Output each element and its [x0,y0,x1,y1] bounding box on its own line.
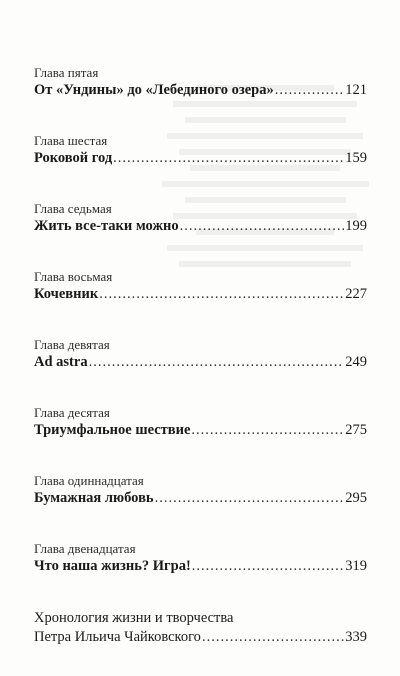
chapter-number: Глава пятая [34,65,99,80]
toc-title-row [34,81,367,100]
toc-entry [34,541,367,609]
toc-title-row [34,353,367,372]
toc-title-row [34,217,367,236]
chapter-number: Глава седьмая [34,201,112,216]
chronology-title-line1: Хронология жизни и творчества [34,610,234,626]
dot-leader [113,149,344,168]
chapter-title: Бумажная любовь [34,490,154,506]
dot-leader [99,285,344,304]
chapter-title: Кочевник [34,286,99,302]
toc-title-row [34,285,367,304]
toc-title-row [34,149,367,168]
toc-title-row [34,421,367,440]
chapter-number: Глава двенадцатая [34,541,136,556]
chapter-title: Роковой год [34,150,113,166]
toc-entry [34,405,367,473]
page-number: 339 [345,629,367,645]
page-number: 249 [345,354,367,370]
dot-leader [155,489,345,508]
toc-entry [34,201,367,269]
chapter-number: Глава восьмая [34,269,113,284]
page-number: 199 [345,218,367,234]
toc-entry [34,133,367,201]
chapter-title: От «Ундины» до «Лебединого озера» [34,82,274,98]
page-number: 227 [345,286,367,302]
toc-title-row [34,489,367,508]
page-number: 319 [345,558,367,574]
dot-leader [180,217,345,236]
chapter-title: Ad astra [34,354,88,370]
chronology-line-1 [34,609,367,628]
chapter-title: Жить все-таки можно [34,218,179,234]
chronology-line-2 [34,628,367,647]
chapter-number: Глава одиннадцатая [34,473,144,488]
chronology-title-line2: Петра Ильича Чайковского [34,629,201,645]
toc-entry-chronology [34,609,367,661]
chapter-title: Триумфальное шествие [34,422,191,438]
table-of-contents [34,65,367,661]
chapter-number: Глава девятая [34,337,110,352]
chapter-number: Глава десятая [34,405,110,420]
toc-entry [34,473,367,541]
dot-leader [89,353,345,372]
dot-leader [275,81,345,100]
toc-title-row [34,557,367,576]
toc-entry [34,337,367,405]
toc-entry [34,65,367,133]
chapter-title: Что наша жизнь? Игра! [34,558,191,574]
dot-leader [202,628,344,647]
dot-leader [191,421,344,440]
dot-leader [192,557,344,576]
page-number: 275 [345,422,367,438]
chapter-number: Глава шестая [34,133,108,148]
page-number: 159 [345,150,367,166]
toc-entry [34,269,367,337]
page-number: 295 [345,490,367,506]
page-number: 121 [345,82,367,98]
